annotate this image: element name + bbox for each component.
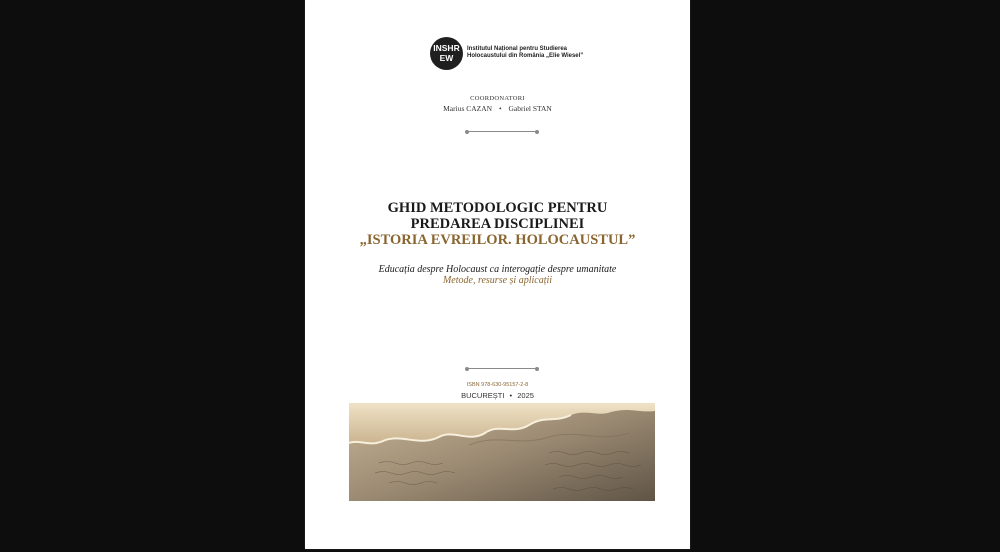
ornament-divider-top xyxy=(467,131,537,132)
ornament-divider-bottom xyxy=(467,368,537,369)
torn-paper-illustration xyxy=(349,403,655,501)
title-line-1: GHID METODOLOGIC PENTRU xyxy=(387,200,608,216)
book-subtitle xyxy=(305,264,690,286)
coordinators-names xyxy=(305,104,690,113)
title-line-2: PREDAREA DISCIPLINEI xyxy=(410,216,585,232)
coordinators-label: COORDONATORI xyxy=(470,95,525,102)
subtitle-line-1: Educația despre Holocaust ca interogație despre umanitate xyxy=(378,264,617,275)
publication-year: 2025 xyxy=(517,391,534,400)
logo-mark-line2: EW xyxy=(439,53,454,63)
subtitle-line-2: Metode, resurse și aplicații xyxy=(442,275,553,286)
coordinator-name-1: Marius CAZAN xyxy=(443,104,493,113)
book-title xyxy=(305,200,690,248)
publication-city: BUCUREȘTI xyxy=(461,391,505,400)
coordinator-name-2: Gabriel STAN xyxy=(508,104,552,113)
publication-place-year xyxy=(305,391,690,400)
logo-text-line1: Institutul Național pentru Studierea xyxy=(467,45,568,52)
logo-mark-line1: INSHR xyxy=(433,43,460,53)
book-cover-page xyxy=(305,0,690,549)
torn-paper-image xyxy=(349,403,655,501)
logo-text-line2: Holocaustului din România „Elie Wiesel” xyxy=(467,53,584,59)
isbn-text: ISBN 978-630-95157-2-8 xyxy=(466,382,529,388)
logo-mark xyxy=(430,37,463,70)
publication-separator: • xyxy=(509,391,513,400)
coordinator-separator: • xyxy=(498,104,502,113)
institute-logo xyxy=(430,36,583,70)
title-line-3: „ISTORIA EVREILOR. HOLOCAUSTUL” xyxy=(359,232,636,248)
logo-text xyxy=(467,46,583,61)
